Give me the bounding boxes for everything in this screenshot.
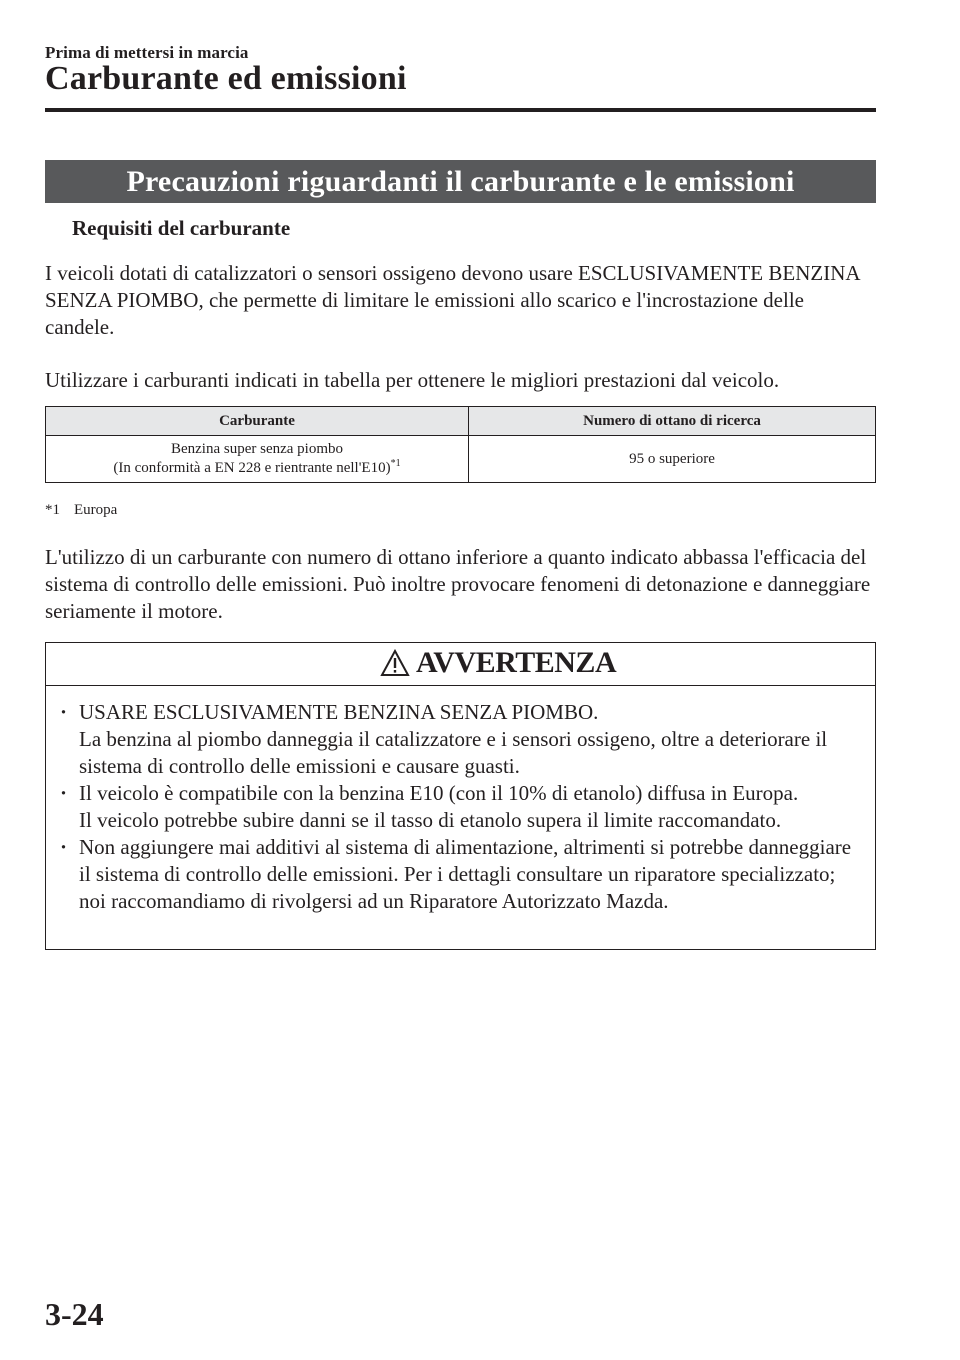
subheading: Requisiti del carburante bbox=[72, 216, 291, 240]
octane-note-paragraph: L'utilizzo di un carburante con numero di ottano inferiore a quanto indicato abbassa l'efficacia del sistema di controllo delle emissioni. Può inoltre provocare fenomeni di detonazione e danneggiare seriamente il motore. bbox=[45, 545, 871, 623]
list-item bbox=[46, 699, 875, 780]
fuel-table-header: Numero di ottano di ricerca bbox=[469, 407, 876, 436]
octane-cell: 95 o superiore bbox=[469, 436, 876, 483]
fuel-type-cell bbox=[46, 436, 469, 483]
bullet: · bbox=[60, 781, 68, 805]
fuel-standard-line: (In conformità a EN 228 e rientrante nell'E10) bbox=[113, 460, 391, 476]
warning-item-detail: Il veicolo potrebbe subire danni se il tasso di etanolo supera il limite raccomandato. bbox=[79, 808, 782, 832]
warning-item-text: USARE ESCLUSIVAMENTE BENZINA SENZA PIOMBO. bbox=[79, 700, 599, 724]
bullet: · bbox=[60, 700, 68, 724]
chapter-title: Carburante ed emissioni bbox=[45, 60, 407, 97]
footnote bbox=[45, 502, 117, 519]
list-item bbox=[46, 834, 875, 915]
page-number: 3-24 bbox=[45, 1296, 104, 1332]
list-item bbox=[46, 780, 875, 834]
fuel-table-header-row bbox=[46, 407, 876, 436]
warning-title: AVVERTENZA bbox=[416, 646, 617, 679]
table-intro-paragraph: Utilizzare i carburanti indicati in tabella per ottenere le migliori prestazioni dal veicolo. bbox=[45, 368, 780, 392]
warning-list bbox=[46, 699, 875, 915]
fuel-type-line: Benzina super senza piombo bbox=[170, 441, 344, 457]
table-row bbox=[46, 436, 876, 483]
warning-header bbox=[46, 643, 875, 686]
warning-item-text: Il veicolo è compatibile con la benzina E10 (con il 10% di etanolo) diffusa in Europa. bbox=[79, 781, 799, 805]
chapter-rule bbox=[45, 108, 876, 112]
footnote-mark: *1 bbox=[45, 502, 60, 518]
fuel-table-header: Carburante bbox=[46, 407, 469, 436]
footnote-text: Europa bbox=[74, 502, 118, 518]
section-label: Prima di mettersi in marcia bbox=[45, 43, 249, 62]
bullet: · bbox=[60, 835, 68, 859]
fuel-table bbox=[45, 406, 876, 483]
warning-item-text: Non aggiungere mai additivi al sistema di alimentazione, altrimenti si potrebbe danneggiare il sistema di controllo delle emissioni. Per i dettagli consultare un riparatore specializzato; noi raccomandiamo di rivolgersi ad un Riparatore Autorizzato Mazda. bbox=[79, 835, 852, 913]
intro-paragraph: I veicoli dotati di catalizzatori o sensori ossigeno devono usare ESCLUSIVAMENTE BENZINA SENZA PIOMBO, che permette di limitare le emissioni allo scarico e l'incrostazione delle candele. bbox=[45, 261, 860, 339]
warning-item-detail: La benzina al piombo danneggia il catalizzatore e i sensori ossigeno, oltre a deteriorare il sistema di controllo delle emissioni e causare guasti. bbox=[79, 727, 828, 778]
section-banner: Precauzioni riguardanti il carburante e le emissioni bbox=[45, 160, 876, 203]
footnote-ref: *1 bbox=[390, 458, 401, 469]
warning-triangle-icon bbox=[380, 649, 410, 677]
warning-box bbox=[45, 642, 876, 950]
